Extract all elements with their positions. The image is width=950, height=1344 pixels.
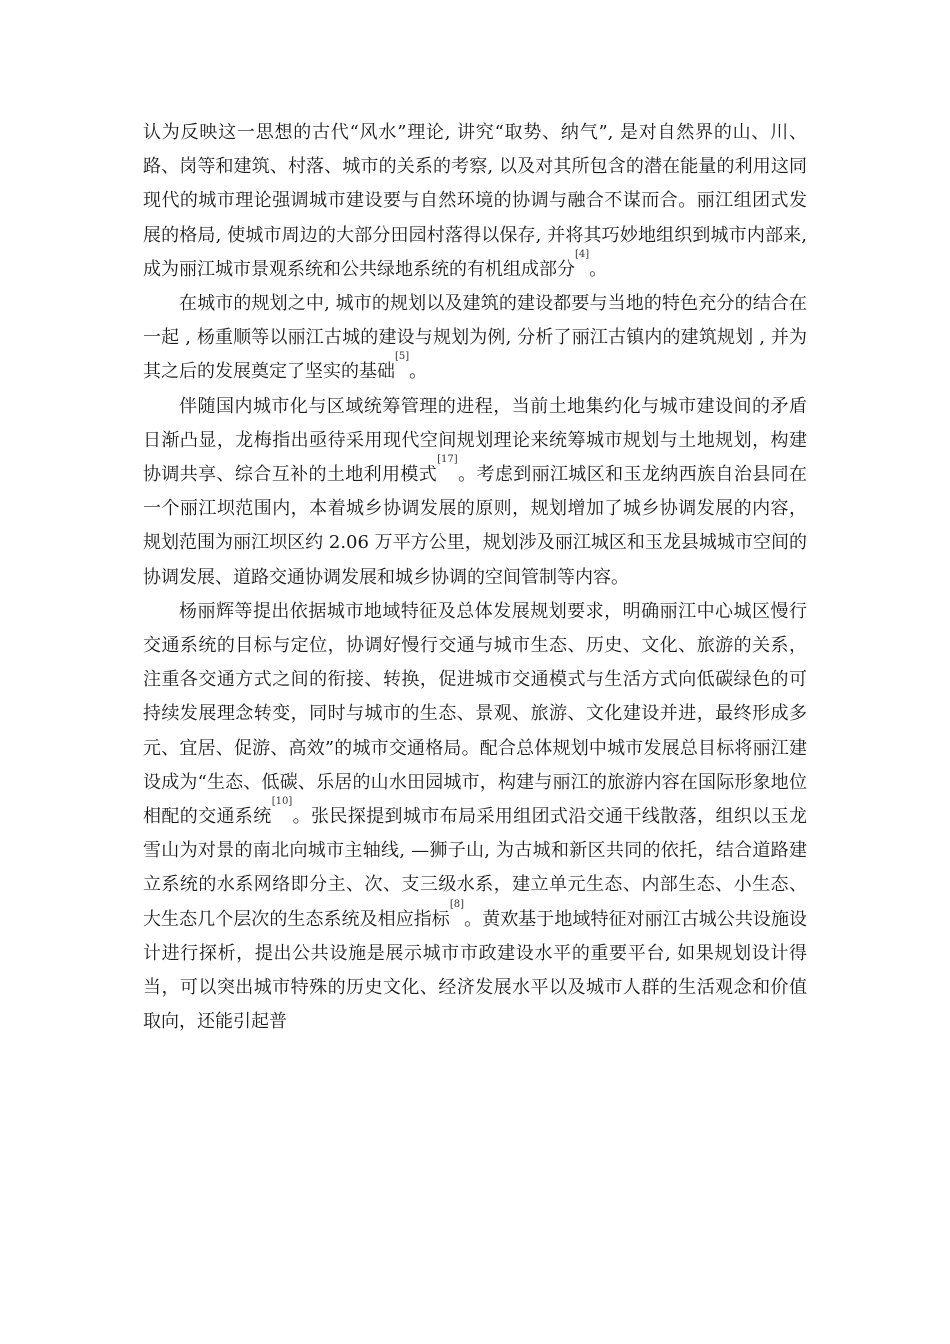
body-paragraph	[143, 390, 807, 595]
citation-reference: [17]	[437, 454, 458, 466]
paragraph-text: 。	[409, 361, 428, 383]
paragraph-text: 在城市的规划之中, 城市的规划以及建筑的建设都要与当地的特色充分的结合在一起 , 杨重顺等以丽江古城的建设与规划为例, 分析了丽江古镇内的建筑规划 , 并为其之后的发展奠定了坚实的基础	[143, 293, 807, 383]
paragraph-text: 杨丽辉等提出依据城市地域特征及总体发展规划要求，明确丽江中心城区慢行交通系统的目标与定位，协调好慢行交通与城市生态、历史、文化、旅游的关系，注重各交通方式之间的衔接、转换，促进城市交通模式与生活方式向低碳绿色的可持续发展理念转变，同时与城市的生态、景观、旅游、文化建设并进，最终形成多元、宜居、促游、高效”的城市交通格局。配合总体规划中城市发展总目标将丽江建设成为“生态、低碳、乐居的山水田园城市，构建与丽江的旅游内容在国际形象地位相配的交通系统	[143, 600, 807, 828]
citation-reference: [10]	[271, 796, 293, 808]
citation-reference: [8]	[449, 898, 465, 910]
paragraph-text: 伴随国内城市化与区域统筹管理的进程，当前土地集约化与城市建设间的矛盾日渐凸显，龙梅指出亟待采用现代空间规划理论来统筹城市规划与土地规划，构建协调共享、综合互补的土地利用模式	[143, 395, 807, 486]
body-paragraph	[143, 116, 807, 287]
citation-reference: [4]	[575, 248, 590, 260]
body-paragraph	[143, 595, 807, 1040]
paragraph-text: 。考虑到丽江城区和玉龙纳西族自治县同在一个丽江坝范围内，本着城乡协调发展的原则，规划增加了城乡协调发展的内容，规划范围为丽江坝区约 2.06 万平方公里，规划涉及丽江城区和玉龙县城城市空间的协调发展、道路交通协调发展和城乡协调的空间管制等内容。	[143, 464, 807, 588]
paragraph-text: 。张民探提到城市布局采用组团式沿交通干线散落，组织以玉龙雪山为对景的南北向城市主轴线, —狮子山, 为古城和新区共同的依托，结合道路建立系统的水系网络即分主、次、支三级水系，建立单元生态、内部生态、小生态、大生态几个层次的生态系统及相应指标	[143, 806, 808, 930]
paragraph-text: 认为反映这一思想的古代“风水”理论, 讲究“取势、纳气”, 是对自然界的山、川、路、岗等和建筑、村落、城市的关系的考察, 以及对其所包含的潜在能量的利用这同现代的城市理论强调城市建设要与自然环境的协调与融合不谋而合。丽江组团式发展的格局, 使城市周边的大部分田园村落得以保存, 并将其巧妙地组织到城市内部来, 成为丽江城市景观系统和公共绿地系统的有机组成部分	[143, 122, 807, 280]
paragraph-text: 。	[589, 258, 608, 280]
document-body	[143, 116, 807, 1039]
citation-reference: [5]	[395, 351, 410, 363]
paragraph-text: 。黄欢基于地域特征对丽江古城公共设施设计进行探析，提出公共设施是展示城市市政建设水平的重要平台, 如果规划设计得当，可以突出城市特殊的历史文化、经济发展水平以及城市人群的生活观念和价值取向，还能引起普	[143, 908, 808, 1033]
body-paragraph	[143, 287, 807, 390]
